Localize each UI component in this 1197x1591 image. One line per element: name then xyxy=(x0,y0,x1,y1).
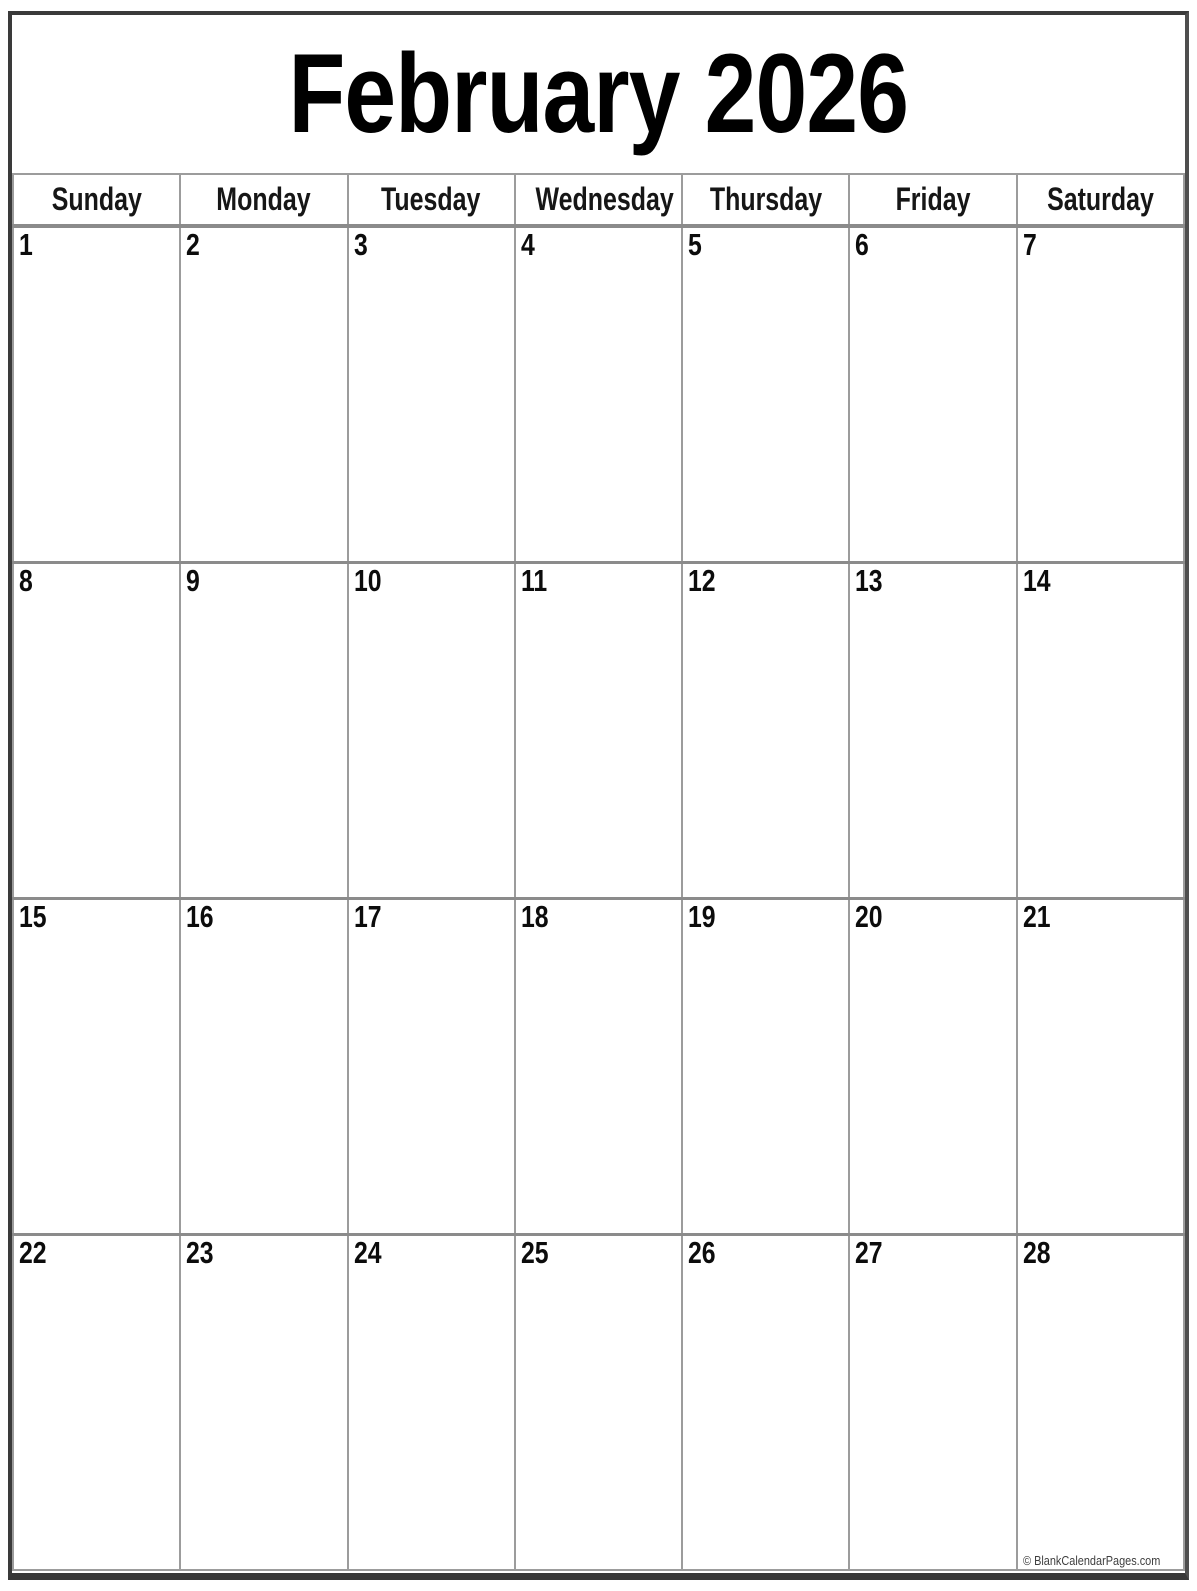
day-number: 21 xyxy=(1022,899,1051,934)
day-number: 7 xyxy=(1022,227,1037,262)
weekday-label: Tuesday xyxy=(381,181,481,217)
day-cell-23 xyxy=(180,1235,347,1571)
day-cell-1 xyxy=(13,226,180,563)
day-number: 12 xyxy=(688,563,716,598)
weekday-header-row xyxy=(13,174,1184,226)
day-number: 18 xyxy=(520,899,549,934)
weekday-label: Wednesday xyxy=(535,181,674,217)
weekday-label: Friday xyxy=(895,181,971,217)
weekday-header-wednesday xyxy=(515,174,682,226)
day-number: 17 xyxy=(353,899,382,934)
day-number: 16 xyxy=(186,899,214,934)
day-number: 28 xyxy=(1022,1235,1051,1270)
weekday-label: Monday xyxy=(216,181,312,217)
day-cell-27 xyxy=(849,1235,1016,1571)
day-number: 15 xyxy=(19,899,47,934)
day-number: 8 xyxy=(19,563,33,598)
site-credit: © BlankCalendarPages.com xyxy=(1022,1553,1161,1568)
day-cell-7 xyxy=(1017,226,1184,563)
week-row-2 xyxy=(13,563,1184,899)
day-cell-17 xyxy=(348,899,515,1235)
weekday-header-sunday xyxy=(13,174,180,226)
day-number: 25 xyxy=(520,1235,549,1270)
day-cell-13 xyxy=(849,563,1016,899)
day-cell-16 xyxy=(180,899,347,1235)
day-number: 13 xyxy=(855,563,883,598)
calendar-frame xyxy=(8,11,1189,1580)
day-cell-25 xyxy=(515,1235,682,1571)
day-number: 2 xyxy=(186,227,201,262)
day-number: 27 xyxy=(855,1235,883,1270)
day-cell-6 xyxy=(849,226,1016,563)
day-number: 14 xyxy=(1022,563,1051,598)
day-number: 9 xyxy=(186,563,201,598)
day-number: 22 xyxy=(19,1235,47,1270)
weekday-header-monday xyxy=(180,174,347,226)
weekday-header-tuesday xyxy=(348,174,515,226)
day-cell-26 xyxy=(682,1235,849,1571)
day-cell-14 xyxy=(1017,563,1184,899)
day-number: 26 xyxy=(688,1235,716,1270)
day-cell-8 xyxy=(13,563,180,899)
day-number: 10 xyxy=(353,563,382,598)
weekday-label: Saturday xyxy=(1046,181,1154,217)
weekday-header-friday xyxy=(849,174,1016,226)
day-number: 3 xyxy=(353,227,368,262)
day-number: 6 xyxy=(855,227,870,262)
day-number: 23 xyxy=(186,1235,214,1270)
day-cell-10 xyxy=(348,563,515,899)
weekday-label: Thursday xyxy=(709,181,822,217)
day-cell-20 xyxy=(849,899,1016,1235)
day-number: 5 xyxy=(688,227,702,262)
day-number: 20 xyxy=(855,899,883,934)
weekday-header-thursday xyxy=(682,174,849,226)
day-number: 24 xyxy=(353,1235,382,1270)
day-cell-9 xyxy=(180,563,347,899)
day-cell-18 xyxy=(515,899,682,1235)
day-number: 1 xyxy=(19,227,33,262)
day-cell-4 xyxy=(515,226,682,563)
week-row-1 xyxy=(13,226,1184,563)
title-block xyxy=(12,15,1185,173)
day-cell-3 xyxy=(348,226,515,563)
day-number: 19 xyxy=(688,899,716,934)
day-number: 11 xyxy=(520,563,548,598)
weekday-label: Sunday xyxy=(51,181,142,217)
day-cell-5 xyxy=(682,226,849,563)
day-cell-24 xyxy=(348,1235,515,1571)
calendar-grid xyxy=(12,173,1185,1571)
day-cell-2 xyxy=(180,226,347,563)
month-year-title: February 2026 xyxy=(288,31,909,156)
day-cell-11 xyxy=(515,563,682,899)
day-cell-21 xyxy=(1017,899,1184,1235)
day-number: 4 xyxy=(520,227,535,262)
week-row-3 xyxy=(13,899,1184,1235)
day-cell-22 xyxy=(13,1235,180,1571)
day-cell-15 xyxy=(13,899,180,1235)
weekday-header-saturday xyxy=(1017,174,1184,226)
week-row-4 xyxy=(13,1235,1184,1571)
day-cell-28 xyxy=(1017,1235,1184,1571)
day-cell-12 xyxy=(682,563,849,899)
day-cell-19 xyxy=(682,899,849,1235)
